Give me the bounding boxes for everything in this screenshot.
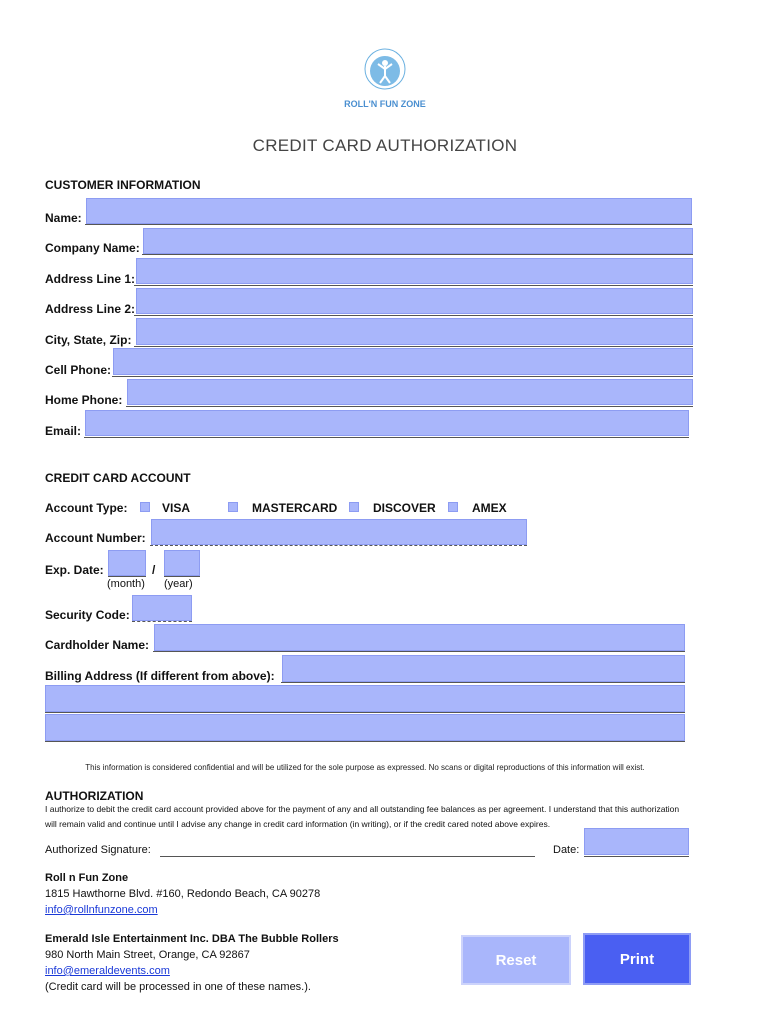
email-underline [84,437,689,438]
account-number-label: Account Number: [45,531,146,545]
security-underline [132,621,192,622]
billing2-underline [45,712,685,713]
year-hint: (year) [164,578,193,590]
cardholder-underline [153,651,685,652]
account-number-underline [150,545,527,546]
home-phone-label: Home Phone: [45,393,123,407]
address2-underline [134,315,693,316]
cell-phone-field[interactable] [113,348,693,375]
address1-label: Address Line 1: [45,272,136,286]
email-field[interactable] [85,410,689,436]
company1-address: 1815 Hawthorne Blvd. #160, Redondo Beach, CA 90278 [45,888,321,900]
print-button[interactable]: Print [583,933,691,985]
exp-year-field[interactable] [164,550,200,576]
company-logo [330,45,440,113]
logo-text: ROLL'N FUN ZONE [344,99,426,109]
name-field[interactable] [86,198,692,224]
date-underline [584,856,689,857]
cell-underline [112,376,693,377]
billing-underline [281,682,685,683]
exp-date-label: Exp. Date: [45,563,104,577]
address2-label: Address Line 2: [45,302,136,316]
city-underline [134,346,693,347]
reset-button[interactable]: Reset [461,935,571,985]
cardholder-name-field[interactable] [154,624,685,651]
billing3-underline [45,741,685,742]
billing-address-line-2-field[interactable] [45,685,685,712]
company2-name: Emerald Isle Entertainment Inc. DBA The Bubble Rollers [45,933,339,945]
visa-label: VISA [162,501,191,515]
name-label: Name: [45,211,82,225]
account-number-field[interactable] [151,519,527,545]
date-field[interactable] [584,828,689,855]
exp-month-field[interactable] [108,550,146,576]
city-state-zip-label: City, State, Zip: [45,333,132,347]
home-underline [126,406,693,407]
company1-email-link[interactable]: info@rollnfunzone.com [45,904,158,916]
visa-checkbox[interactable] [140,502,150,512]
company-name-field[interactable] [143,228,693,254]
security-code-label: Security Code: [45,608,130,622]
home-phone-field[interactable] [127,379,693,405]
billing-address-field[interactable] [282,655,685,682]
company1-name: Roll n Fun Zone [45,872,129,884]
mastercard-checkbox[interactable] [228,502,238,512]
date-label: Date: [553,844,580,856]
page-title: CREDIT CARD AUTHORIZATION [252,136,518,155]
name-underline [85,224,692,225]
discover-label: DISCOVER [373,501,436,515]
billing-address-label: Billing Address (If different from above): [45,669,275,683]
company-name-label: Company Name: [45,241,140,255]
cell-phone-label: Cell Phone: [45,363,112,377]
city-state-zip-field[interactable] [136,318,693,345]
amex-label: AMEX [472,501,507,515]
address1-underline [134,285,693,286]
company-underline [142,254,693,255]
logo-graphic [330,45,440,113]
signature-label: Authorized Signature: [45,844,151,856]
cardholder-name-label: Cardholder Name: [45,638,150,652]
month-hint: (month) [107,578,145,590]
signature-line[interactable] [160,856,535,857]
exp-separator: / [152,563,156,577]
account-type-label: Account Type: [45,501,128,515]
exp-year-underline [164,576,200,577]
address-line-2-field[interactable] [136,288,693,314]
exp-month-underline [108,576,146,577]
email-label: Email: [45,424,82,438]
authorization-text: I authorize to debit the credit card account provided above for the payment of any and all outstanding fee balances as per agreement. I understand that this authorization will remain valid and continue until I advise any change in credit card information (in writing), or if the credit cared noted above expires. [45,804,680,829]
address-line-1-field[interactable] [136,258,693,284]
card-section-heading: CREDIT CARD ACCOUNT [45,471,191,485]
amex-checkbox[interactable] [448,502,458,512]
billing-address-line-3-field[interactable] [45,714,685,741]
mastercard-label: MASTERCARD [252,501,338,515]
company2-address: 980 North Main Street, Orange, CA 92867 [45,949,250,961]
authorization-heading: AUTHORIZATION [45,789,144,803]
security-code-field[interactable] [132,595,192,621]
customer-section-heading: CUSTOMER INFORMATION [45,178,201,192]
processing-note: (Credit card will be processed in one of these names.). [45,981,311,993]
company2-email-link[interactable]: info@emeraldevents.com [45,965,170,977]
discover-checkbox[interactable] [349,502,359,512]
confidential-note: This information is considered confidential and will be utilized for the sole purpose as expressed. No scans or digital reproductions of this information will exist. [85,763,645,772]
